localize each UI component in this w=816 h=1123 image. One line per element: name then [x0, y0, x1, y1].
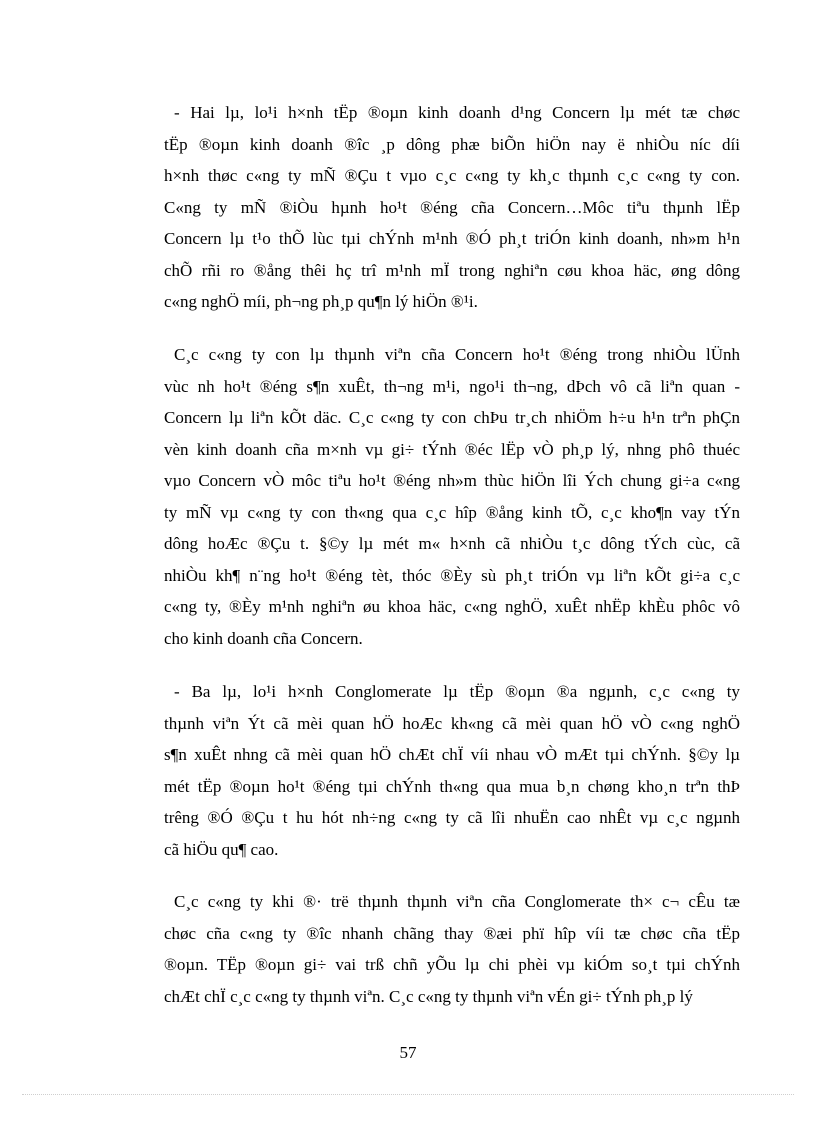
- paragraph-line: vùc nh ho¹t ®éng s¶n xuÊt, th¬ng m¹i, ngo¹i th¬ng, dÞch vô cã liªn quan -: [164, 376, 740, 396]
- paragraph-line: - Ba lµ, lo¹i h×nh Conglomerate lµ tËp ®oµn ®a ngµnh, c¸c c«ng ty: [174, 682, 740, 701]
- paragraph-line: vèn kinh doanh cña m×nh vµ gi÷ tÝnh ®éc lËp vÒ ph¸p lý, nhng phô thuéc: [164, 439, 740, 459]
- paragraph-concern-intro: [164, 97, 740, 318]
- paragraph-line: C«ng ty mÑ ®iÒu hµnh ho¹t ®éng cña Concern…Môc tiªu thµnh lËp: [164, 197, 740, 217]
- paragraph-line: ®oµn. TËp ®oµn gi÷ vai trß chñ yÕu lµ chi phèi vµ kiÓm so¸t tµi chÝnh: [164, 955, 740, 974]
- paragraph-line: c«ng ty, ®Èy m¹nh nghiªn øu khoa häc, c«ng nghÖ, xuÊt nhËp khÈu phôc vô: [164, 597, 740, 616]
- paragraph-line: nhiÒu kh¶ n¨ng ho¹t ®éng tèt, thóc ®Èy sù ph¸t triÓn vµ liªn kÕt gi÷a c¸c: [164, 565, 740, 585]
- paragraph-line: C¸c c«ng ty khi ®· trë thµnh thµnh viªn cña Conglomerate th× c¬ cÊu tæ: [174, 892, 740, 911]
- paragraph-concern-subsidiaries: [164, 339, 740, 654]
- paragraph-line: chÆt chÏ c¸c c«ng ty thµnh viªn. C¸c c«ng ty thµnh viªn vÉn gi÷ tÝnh ph¸p lý: [164, 986, 693, 1006]
- paragraph-line: tËp ®oµn kinh doanh ®îc ¸p dông phæ biÕn hiÖn nay ë nhiÒu níc díi: [164, 134, 740, 154]
- paragraph-conglomerate-intro: [164, 676, 740, 865]
- paragraph-line: vµo Concern vÒ môc tiªu ho¹t ®éng nh»m thùc hiÖn lîi Ých chung gi÷a c«ng: [164, 471, 740, 490]
- paragraph-line: h×nh thøc c«ng ty mÑ ®Çu t vµo c¸c c«ng ty kh¸c thµnh c¸c c«ng ty con.: [164, 166, 740, 185]
- paragraph-line: chøc cña c«ng ty ®îc nhanh chãng thay ®æi phï hîp víi tæ chøc cña tËp: [164, 923, 740, 943]
- paragraph-line: Concern lµ liªn kÕt däc. C¸c c«ng ty con chÞu tr¸ch nhiÖm h÷u h¹n trªn phÇn: [164, 408, 740, 427]
- paragraph-line: cho kinh doanh cña Concern.: [164, 628, 363, 648]
- paragraph-line: chÕ rñi ro ®ång thêi hç trî m¹nh mÏ trong nghiªn cøu khoa häc, øng dông: [164, 260, 740, 280]
- paragraph-line: thµnh viªn Ýt cã mèi quan hÖ hoÆc kh«ng cã mèi quan hÖ vÒ c«ng nghÖ: [164, 713, 740, 733]
- paragraph-line: s¶n xuÊt nhng cã mèi quan hÖ chÆt chÏ víi nhau vÒ mÆt tµi chÝnh. §©y lµ: [164, 745, 740, 764]
- paragraph-line: - Hai lµ, lo¹i h×nh tËp ®oµn kinh doanh d¹ng Concern lµ mét tæ chøc: [174, 103, 740, 122]
- paragraph-line: Concern lµ t¹o thÕ lùc tµi chÝnh m¹nh ®Ó ph¸t triÓn kinh doanh, nh»m h¹n: [164, 229, 740, 248]
- paragraph-line: dông hoÆc ®Çu t. §©y lµ mét m« h×nh cã nhiÒu t¸c dông tÝch cùc, cã: [164, 534, 740, 553]
- paragraph-line: ty mÑ vµ c«ng ty con th«ng qua c¸c hîp ®ång kinh tÕ, c¸c kho¶n vay tÝn: [164, 502, 740, 522]
- paragraph-line: cã hiÖu qu¶ cao.: [164, 839, 279, 859]
- paragraph-conglomerate-members: [164, 886, 740, 1012]
- paragraph-line: mét tËp ®oµn ho¹t ®éng tµi chÝnh th«ng qua mua b¸n chøng kho¸n trªn thÞ: [164, 776, 740, 796]
- paragraph-line: C¸c c«ng ty con lµ thµnh viªn cña Concern ho¹t ®éng trong nhiÒu lÜnh: [174, 345, 740, 364]
- paragraph-line: c«ng nghÖ míi, ph¬ng ph¸p qu¶n lý hiÖn ®¹i.: [164, 292, 478, 311]
- page-number: 57: [399, 1043, 417, 1062]
- paragraph-line: trêng ®Ó ®Çu t hu hót nh÷ng c«ng ty cã lîi nhuËn cao nhÊt vµ c¸c ngµnh: [164, 808, 740, 827]
- page-bottom-divider: [22, 1094, 794, 1095]
